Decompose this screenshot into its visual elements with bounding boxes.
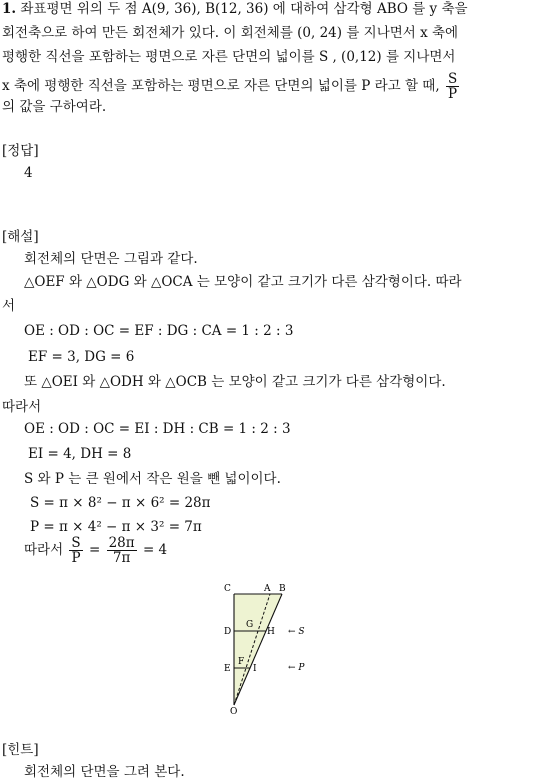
equals-sign: = [88,542,101,558]
problem-text-4: x 축에 평행한 직선을 포함하는 평면으로 자른 단면의 넓이를 P 라고 할 때, [2,78,440,94]
problem-fraction [446,72,459,101]
answer-value: 4 [24,165,33,181]
fraction-denominator: 7π [112,550,131,566]
label-h: H [267,627,275,637]
answer-heading: [정답] [2,143,39,159]
solution-line-10: S 와 P 는 큰 원에서 작은 원을 뺀 넓이이다. [24,471,281,487]
arrow-label-s: ← S [288,627,305,637]
cross-section-figure [222,580,322,715]
label-c: C [224,584,231,594]
label-a: A [264,584,271,594]
fraction-numerator: 28π [108,535,135,551]
label-o: O [230,707,238,715]
label-d: D [224,627,232,637]
arrow-label-p: ← P [288,663,305,673]
solution-line-6: 또 △OEI 와 △ODH 와 △OCB 는 모양이 같고 크기가 다른 삼각형이다. [24,374,446,390]
hint-text: 회전체의 단면을 그려 본다. [24,764,185,780]
label-b: B [279,584,286,594]
problem-text-1: 좌표평면 위의 두 점 A(9, 36), B(12, 36) 에 대하여 삼각형 ABO 를 y 축을 [20,1,468,17]
label-e: E [224,664,231,674]
solution-line-2: △OEF 와 △ODG 와 △OCA 는 모양이 같고 크기가 다른 삼각형이다. 따라 [24,274,462,290]
fraction-numerator: S [71,535,81,551]
problem-line-5: 의 값을 구하여라. [2,99,107,115]
solution-line-11: S = π × 8² − π × 6² = 28π [30,495,211,511]
solution-line-7: 따라서 [2,399,42,415]
solution-line-4: OE : OD : OC = EF : DG : CA = 1 : 2 : 3 [24,323,294,339]
solution-line-8: OE : OD : OC = EI : DH : CB = 1 : 2 : 3 [24,421,291,437]
solution-line-5: EF = 3, DG = 6 [28,349,135,365]
problem-line-1 [2,0,468,18]
fraction-numerator: S [447,71,458,87]
label-f: F [238,657,245,667]
result-value: = 4 [142,542,168,558]
label-g: G [246,620,254,630]
solution-conclusion-prefix: 따라서 [24,542,64,558]
problem-number: 1. [2,1,17,17]
solution-fraction-sp [69,536,82,565]
problem-line-4 [2,72,461,101]
fraction-denominator: P [71,550,81,566]
label-i: I [253,664,257,674]
problem-line-3: 평행한 직선을 포함하는 평면으로 자른 단면의 넓이를 S , (0,12) 를 지나면서 [2,49,456,65]
solution-heading: [해설] [2,229,39,245]
solution-fraction-values [107,536,137,565]
solution-line-12: P = π × 4² − π × 3² = 7π [30,519,202,535]
solution-line-3: 서 [2,298,16,314]
problem-line-2: 회전축으로 하여 만든 회전체가 있다. 이 회전체를 (0, 24) 를 지나면서 x 축에 [2,25,459,41]
solution-line-13 [24,536,167,565]
solution-line-1: 회전체의 단면은 그림과 같다. [24,251,198,267]
solution-line-9: EI = 4, DH = 8 [28,446,132,462]
fraction-denominator: P [448,86,458,102]
hint-heading: [힌트] [2,742,39,758]
